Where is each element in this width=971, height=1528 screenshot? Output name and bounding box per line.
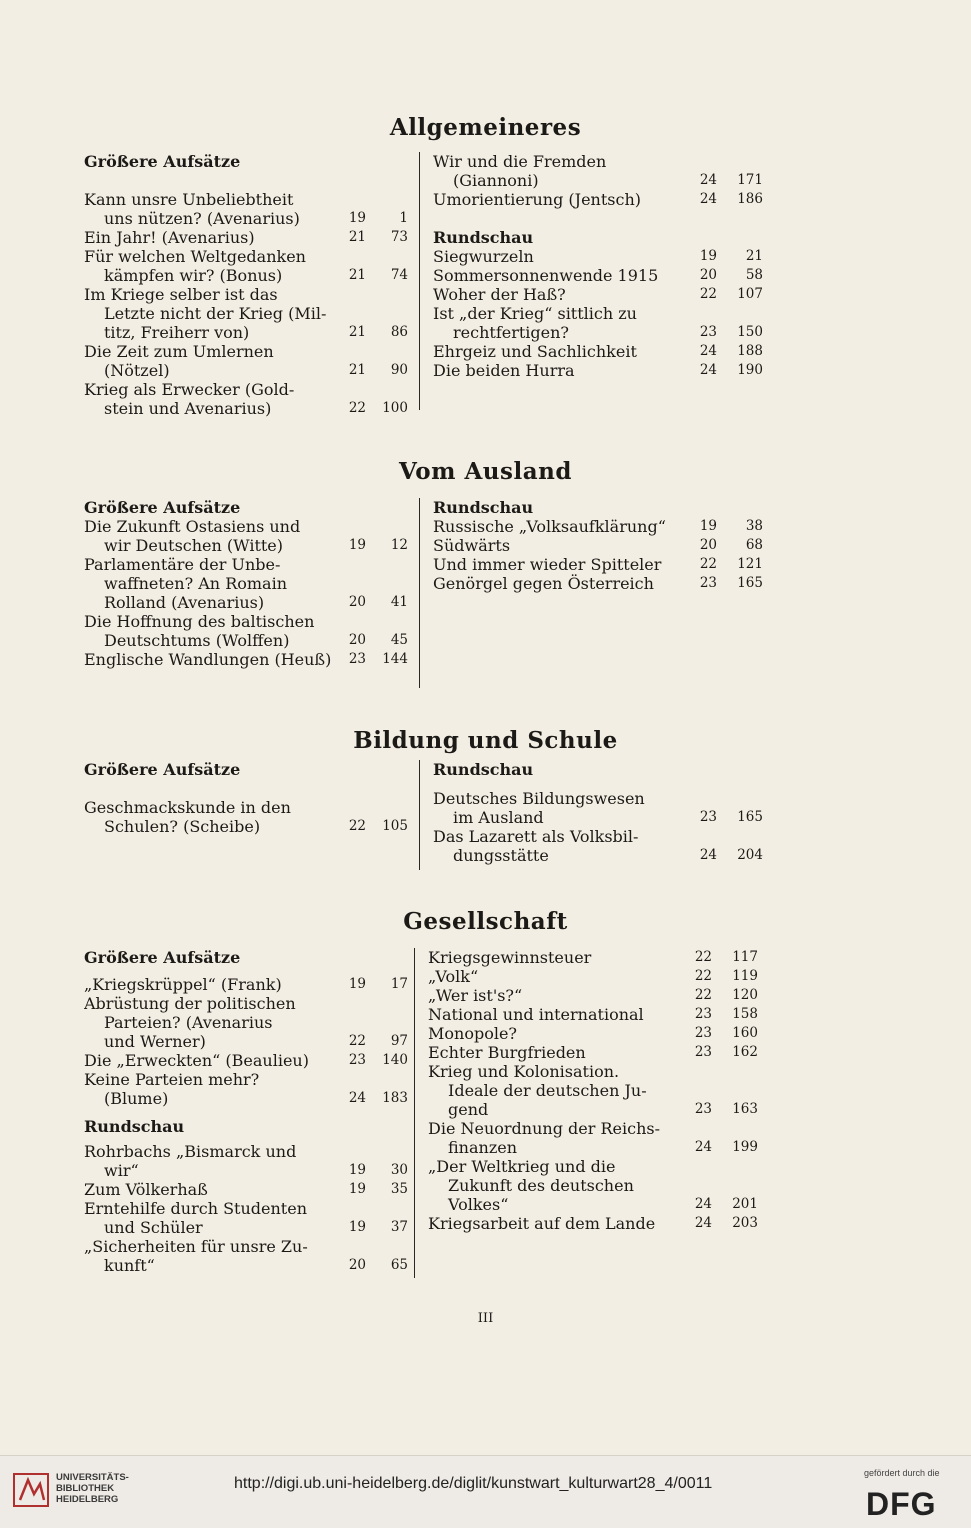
index-entry — [84, 517, 410, 555]
index-entry — [428, 1214, 768, 1233]
index-entry — [84, 1142, 410, 1180]
index-entry — [433, 247, 769, 266]
index-entry — [428, 1157, 768, 1214]
entry-title-line: (Giannoni) — [453, 171, 539, 190]
entry-title-line: Umorientierung (Jentsch) — [433, 190, 642, 209]
section-allgemeineres-left — [84, 152, 410, 418]
entry-title-line: stein und Avenarius) — [104, 399, 272, 418]
section-vom-ausland-left — [84, 498, 410, 669]
entry-title-line: dungsstätte — [453, 846, 549, 865]
entry-title-line: Erntehilfe durch Studenten — [84, 1199, 308, 1218]
entry-title-line: Letzte nicht der Krieg (Mil- — [104, 304, 327, 323]
index-entry — [84, 228, 410, 247]
section-title-gesellschaft: Gesellschaft — [403, 908, 568, 935]
index-entry — [84, 555, 410, 612]
entry-title-line: finanzen — [448, 1138, 518, 1157]
page-reference: 165 — [737, 575, 763, 591]
entry-title-line: Südwärts — [433, 536, 511, 555]
index-entry — [84, 190, 410, 228]
entry-title-line: Kriegsarbeit auf dem Lande — [428, 1214, 656, 1233]
volume-number: 20 — [348, 1257, 366, 1273]
index-entry — [433, 555, 769, 574]
subheading: Größere Aufsätze — [84, 760, 241, 779]
index-entry — [428, 967, 768, 986]
index-entry — [428, 1005, 768, 1024]
entry-title-line: waffneten? An Romain — [104, 574, 287, 593]
index-entry — [84, 1199, 410, 1237]
index-entry — [428, 1024, 768, 1043]
page-reference: 171 — [737, 172, 763, 188]
sponsor-caption: gefördert durch die — [864, 1468, 940, 1478]
page-reference: 68 — [745, 537, 763, 553]
entry-title-line: Sommersonnenwende 1915 — [433, 266, 659, 285]
section-title-allgemeineres: Allgemeineres — [389, 114, 582, 141]
entry-title-line: Krieg und Kolonisation. — [428, 1062, 620, 1081]
subheading: Rundschau — [84, 1117, 185, 1136]
volume-number: 21 — [348, 362, 366, 378]
index-entry — [428, 1119, 768, 1157]
volume-number: 23 — [699, 575, 717, 591]
volume-number: 22 — [348, 818, 366, 834]
volume-number: 20 — [699, 537, 717, 553]
page-reference: 121 — [737, 556, 763, 572]
volume-number: 23 — [699, 809, 717, 825]
entry-title-line: Volkes“ — [448, 1195, 509, 1214]
page-reference: 30 — [390, 1162, 408, 1178]
volume-number: 22 — [348, 1033, 366, 1049]
volume-number: 24 — [694, 1139, 712, 1155]
entry-title-line: wir“ — [104, 1161, 139, 1180]
entry-title-line: Für welchen Weltgedanken — [84, 247, 306, 266]
section-allgemeineres-right — [433, 152, 769, 380]
entry-title-line: Genörgel gegen Österreich — [433, 574, 654, 593]
subheading: Rundschau — [433, 760, 534, 779]
entry-title-line: im Ausland — [453, 808, 544, 827]
entry-title-line: uns nützen? (Avenarius) — [104, 209, 300, 228]
subheading: Rundschau — [433, 228, 534, 247]
page-reference: 119 — [732, 968, 758, 984]
index-entry — [84, 975, 410, 994]
volume-number: 22 — [694, 949, 712, 965]
entry-title-line: Russische „Volksaufklärung“ — [433, 517, 666, 536]
volume-number: 21 — [348, 229, 366, 245]
entry-title-line: „Der Weltkrieg und die — [428, 1157, 616, 1176]
volume-number: 23 — [694, 1006, 712, 1022]
section-gesellschaft-right — [428, 948, 768, 1233]
index-entry — [84, 798, 410, 836]
entry-title-line: Die Hoffnung des baltischen — [84, 612, 315, 631]
dfg-logo: DFG — [866, 1486, 937, 1522]
entry-title-line: und Werner) — [104, 1032, 206, 1051]
subheading: Größere Aufsätze — [84, 498, 241, 517]
entry-title-line: kämpfen wir? (Bonus) — [104, 266, 283, 285]
entry-title-line: rechtfertigen? — [453, 323, 569, 342]
volume-number: 21 — [348, 267, 366, 283]
entry-title-line: Zukunft des deutschen — [448, 1176, 634, 1195]
page-reference: 38 — [745, 518, 763, 534]
entry-list — [84, 190, 410, 418]
volume-number: 19 — [699, 248, 717, 264]
index-entry — [84, 285, 410, 342]
entry-title-line: Deutsches Bildungswesen — [433, 789, 645, 808]
entry-title-line: Die Zeit zum Umlernen — [84, 342, 274, 361]
entry-title-line: gend — [448, 1100, 489, 1119]
entry-title-line: „Wer ist's?“ — [428, 986, 523, 1005]
page-reference: 160 — [732, 1025, 758, 1041]
index-entry — [428, 1062, 768, 1119]
index-entry — [84, 380, 410, 418]
page-reference: 12 — [390, 537, 408, 553]
volume-number: 24 — [694, 1196, 712, 1212]
volume-number: 20 — [348, 594, 366, 610]
volume-number: 22 — [699, 556, 717, 572]
volume-number: 24 — [348, 1090, 366, 1106]
volume-number: 19 — [348, 537, 366, 553]
column-divider — [419, 760, 420, 870]
entry-title-line: Kriegsgewinnsteuer — [428, 948, 592, 967]
entry-title-line: Echter Burgfrieden — [428, 1043, 586, 1062]
entry-title-line: Rolland (Avenarius) — [104, 593, 265, 612]
volume-number: 19 — [699, 518, 717, 534]
index-entry — [433, 342, 769, 361]
subheading: Größere Aufsätze — [84, 948, 241, 967]
page-reference: 117 — [732, 949, 758, 965]
footer-bar — [0, 1455, 971, 1528]
page-reference: 37 — [390, 1219, 408, 1235]
entry-title-line: Im Kriege selber ist das — [84, 285, 278, 304]
entry-list — [84, 1142, 410, 1275]
index-entry — [84, 1070, 410, 1108]
index-entry — [428, 986, 768, 1005]
page-reference: 58 — [745, 267, 763, 283]
page-reference: 90 — [390, 362, 408, 378]
page-reference: 144 — [382, 651, 408, 667]
index-entry — [433, 285, 769, 304]
entry-title-line: Woher der Haß? — [433, 285, 566, 304]
entry-title-line: Siegwurzeln — [433, 247, 534, 266]
volume-number: 20 — [699, 267, 717, 283]
volume-number: 22 — [348, 400, 366, 416]
entry-title-line: (Nötzel) — [104, 361, 170, 380]
index-entry — [433, 190, 769, 209]
entry-title-line: titz, Freiherr von) — [104, 323, 250, 342]
entry-title-line: und Schüler — [104, 1218, 203, 1237]
entry-title-line: Ein Jahr! (Avenarius) — [84, 228, 255, 247]
entry-title-line: „Kriegskrüppel“ (Frank) — [84, 975, 282, 994]
volume-number: 21 — [348, 324, 366, 340]
page-reference: 158 — [732, 1006, 758, 1022]
index-entry — [84, 247, 410, 285]
volume-number: 22 — [694, 987, 712, 1003]
index-entry — [84, 612, 410, 650]
entry-title-line: Die Zukunft Ostasiens und — [84, 517, 301, 536]
column-divider — [419, 498, 420, 688]
entry-title-line: Die „Erweckten“ (Beaulieu) — [84, 1051, 309, 1070]
index-entry — [84, 342, 410, 380]
volume-number: 19 — [348, 1181, 366, 1197]
entry-title-line: kunft“ — [104, 1256, 155, 1275]
section-bildung-left — [84, 760, 410, 836]
index-entry — [433, 536, 769, 555]
page-reference: 86 — [390, 324, 408, 340]
index-entry — [433, 517, 769, 536]
page-reference: 73 — [390, 229, 408, 245]
index-entry — [428, 1043, 768, 1062]
entry-title-line: Schulen? (Scheibe) — [104, 817, 261, 836]
page-reference: 120 — [732, 987, 758, 1003]
volume-number: 19 — [348, 1162, 366, 1178]
page-reference: 188 — [737, 343, 763, 359]
volume-number: 22 — [694, 968, 712, 984]
entry-title-line: wir Deutschen (Witte) — [104, 536, 284, 555]
section-title-vom-ausland: Vom Ausland — [399, 458, 572, 485]
entry-title-line: Ist „der Krieg“ sittlich zu — [433, 304, 637, 323]
volume-number: 23 — [694, 1044, 712, 1060]
entry-title-line: „Volk“ — [428, 967, 479, 986]
volume-number: 24 — [699, 343, 717, 359]
entry-list — [433, 517, 769, 593]
volume-number: 23 — [699, 324, 717, 340]
entry-title-line: Parteien? (Avenarius — [104, 1013, 273, 1032]
section-bildung-right — [433, 760, 769, 865]
entry-title-line: Die beiden Hurra — [433, 361, 575, 380]
volume-number: 20 — [348, 632, 366, 648]
page-reference: 150 — [737, 324, 763, 340]
page-reference: 204 — [737, 847, 763, 863]
entry-title-line: Die Neuordnung der Reichs- — [428, 1119, 660, 1138]
page-reference: 65 — [390, 1257, 408, 1273]
index-entry — [84, 1237, 410, 1275]
entry-title-line: Keine Parteien mehr? — [84, 1070, 260, 1089]
volume-number: 24 — [699, 362, 717, 378]
index-entry — [433, 789, 769, 827]
index-entry — [433, 266, 769, 285]
entry-title-line: Englische Wandlungen (Heuß) — [84, 650, 332, 669]
section-vom-ausland-right — [433, 498, 769, 593]
entry-title-line: „Sicherheiten für unsre Zu- — [84, 1237, 308, 1256]
subheading: Größere Aufsätze — [84, 152, 241, 171]
section-gesellschaft-left — [84, 948, 410, 1275]
entry-title-line: Ideale der deutschen Ju- — [448, 1081, 647, 1100]
page-reference: 165 — [737, 809, 763, 825]
entry-title-line: Parlamentäre der Unbe- — [84, 555, 281, 574]
entry-title-line: National und international — [428, 1005, 644, 1024]
index-entry — [428, 948, 768, 967]
entry-title-line: Das Lazarett als Volksbil- — [433, 827, 639, 846]
entry-title-line: Monopole? — [428, 1024, 517, 1043]
entry-title-line: Ehrgeiz und Sachlichkeit — [433, 342, 637, 361]
page-reference: 97 — [390, 1033, 408, 1049]
index-entry — [84, 1180, 410, 1199]
page-reference: 140 — [382, 1052, 408, 1068]
index-entry — [84, 1051, 410, 1070]
entry-list — [433, 247, 769, 380]
volume-number: 24 — [699, 172, 717, 188]
page-reference: 190 — [737, 362, 763, 378]
page-reference: 107 — [737, 286, 763, 302]
index-entry — [433, 361, 769, 380]
page-reference: 21 — [745, 248, 763, 264]
subheading: Rundschau — [433, 498, 534, 517]
index-entry — [433, 152, 769, 190]
entry-list — [428, 948, 768, 1233]
volume-number: 19 — [348, 1219, 366, 1235]
entry-list — [433, 789, 769, 865]
source-url-link[interactable]: http://digi.ub.uni-heidelberg.de/diglit/kunstwart_kulturwart28_4/0011 — [234, 1475, 713, 1492]
entry-list — [84, 975, 410, 1108]
entry-title-line: Kann unsre Unbeliebtheit — [84, 190, 294, 209]
page-number: III — [477, 1311, 494, 1326]
section-title-bildung-und-schule: Bildung und Schule — [353, 727, 618, 754]
column-divider — [419, 152, 420, 410]
entry-title-line: Deutschtums (Wolffen) — [104, 631, 290, 650]
entry-title-line: Wir und die Fremden — [433, 152, 607, 171]
column-divider — [414, 948, 415, 1278]
entry-list — [433, 152, 769, 209]
volume-number: 23 — [348, 651, 366, 667]
page-reference: 183 — [382, 1090, 408, 1106]
page-reference: 100 — [382, 400, 408, 416]
page-reference: 186 — [737, 191, 763, 207]
entry-title-line: (Blume) — [104, 1089, 169, 1108]
page-reference: 203 — [732, 1215, 758, 1231]
index-entry — [433, 304, 769, 342]
page-reference: 74 — [390, 267, 408, 283]
volume-number: 22 — [699, 286, 717, 302]
volume-number: 24 — [699, 191, 717, 207]
page-reference: 41 — [390, 594, 408, 610]
volume-number: 19 — [348, 210, 366, 226]
page-reference: 163 — [732, 1101, 758, 1117]
entry-list — [84, 517, 410, 669]
page-reference: 199 — [732, 1139, 758, 1155]
library-name: UNIVERSITÄTS- BIBLIOTHEK HEIDELBERG — [56, 1472, 129, 1505]
entry-title-line: Krieg als Erwecker (Gold- — [84, 380, 295, 399]
index-entry — [433, 574, 769, 593]
page-reference: 45 — [390, 632, 408, 648]
entry-title-line: Rohrbachs „Bismarck und — [84, 1142, 297, 1161]
entry-list — [84, 798, 410, 836]
page-reference: 35 — [390, 1181, 408, 1197]
page-reference: 162 — [732, 1044, 758, 1060]
university-library-logo-icon — [12, 1470, 52, 1510]
page-reference: 105 — [382, 818, 408, 834]
volume-number: 23 — [694, 1101, 712, 1117]
entry-title-line: Zum Völkerhaß — [84, 1180, 208, 1199]
volume-number: 23 — [694, 1025, 712, 1041]
page-reference: 1 — [399, 210, 408, 226]
index-entry — [84, 994, 410, 1051]
page-reference: 201 — [732, 1196, 758, 1212]
volume-number: 24 — [694, 1215, 712, 1231]
index-entry — [433, 827, 769, 865]
entry-title-line: Abrüstung der politischen — [84, 994, 296, 1013]
entry-title-line: Und immer wieder Spitteler — [433, 555, 662, 574]
index-entry — [84, 650, 410, 669]
volume-number: 24 — [699, 847, 717, 863]
page-reference: 17 — [390, 976, 408, 992]
volume-number: 23 — [348, 1052, 366, 1068]
volume-number: 19 — [348, 976, 366, 992]
entry-title-line: Geschmackskunde in den — [84, 798, 291, 817]
